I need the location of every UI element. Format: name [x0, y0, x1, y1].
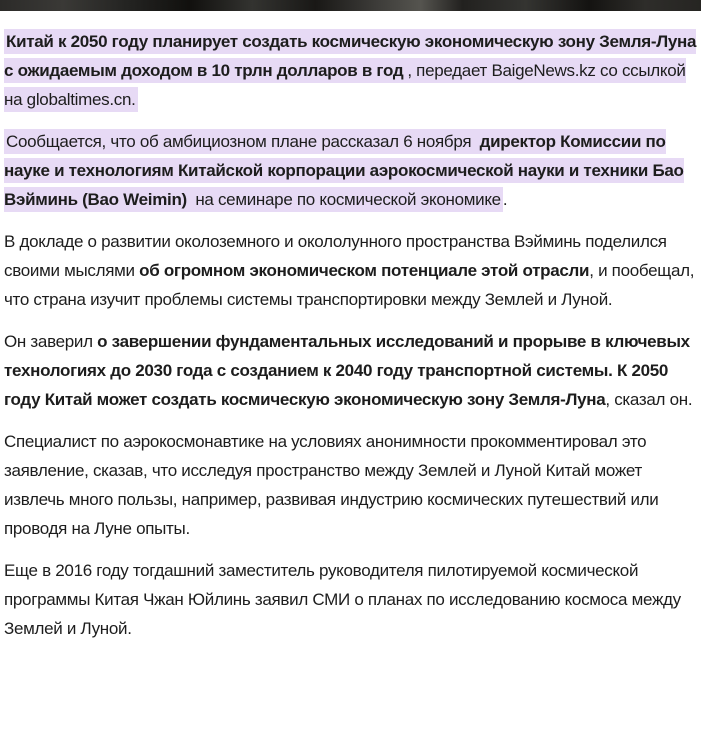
text-segment: Специалист по аэрокосмонавтике на условиях анонимности прокомментировал это заявление, сказав, что исследуя пространство между Землей и Луной Китай может извлечь много пользы, например, развивая индустрию космических путешествий или проводя на Луне опыты. [4, 432, 659, 538]
article-paragraph [4, 127, 697, 214]
text-segment: Он заверил [4, 332, 98, 351]
article-photo-bottom-strip [0, 0, 701, 11]
text-segment: Еще в 2016 году тогдашний заместитель руководителя пилотируемой космической программы Китая Чжан Юйлинь заявил СМИ о планах по исследованию космоса между Землей и Луной. [4, 561, 681, 638]
article-paragraph [4, 427, 697, 543]
article-paragraph [4, 327, 697, 414]
text-segment: В докладе о развитии околоземного и окололунного пространства Вэйминь поделился своими мыслями [4, 232, 667, 280]
text-segment: , и пообещал, что страна изучит проблемы системы транспортировки между Землей и Луной. [4, 261, 695, 309]
text-segment: о завершении фундаментальных исследований и прорыве в ключевых технологиях до 2030 года с созданием к 2040 году транспортной системы. К 2050 году Китай может создать космическую экономическую зону Земля-Луна [4, 332, 690, 409]
text-segment: Сообщается, что об амбициозном плане рассказал 6 ноября [4, 129, 478, 154]
text-segment: . [502, 190, 508, 209]
article-paragraph [4, 227, 697, 314]
article-paragraph [4, 556, 697, 643]
text-segment: об огромном экономическом потенциале этой отрасли [139, 261, 590, 280]
article-body [0, 11, 701, 643]
article-paragraph [4, 27, 697, 114]
text-segment: директор Комиссии по науке и технологиям Китайской корпорации аэрокосмической науки и техники Бао Вэйминь (Bao Weimin) [4, 129, 684, 212]
text-segment: , сказал он. [605, 390, 693, 409]
text-segment: , передает BaigeNews.kz со ссылкой на globaltimes.cn. [4, 58, 686, 112]
text-segment: на семинаре по космической экономике [189, 187, 503, 212]
text-segment: Китай к 2050 году планирует создать космическую экономическую зону Земля-Луна с ожидаемым доходом в 10 трлн долларов в год [4, 29, 696, 83]
